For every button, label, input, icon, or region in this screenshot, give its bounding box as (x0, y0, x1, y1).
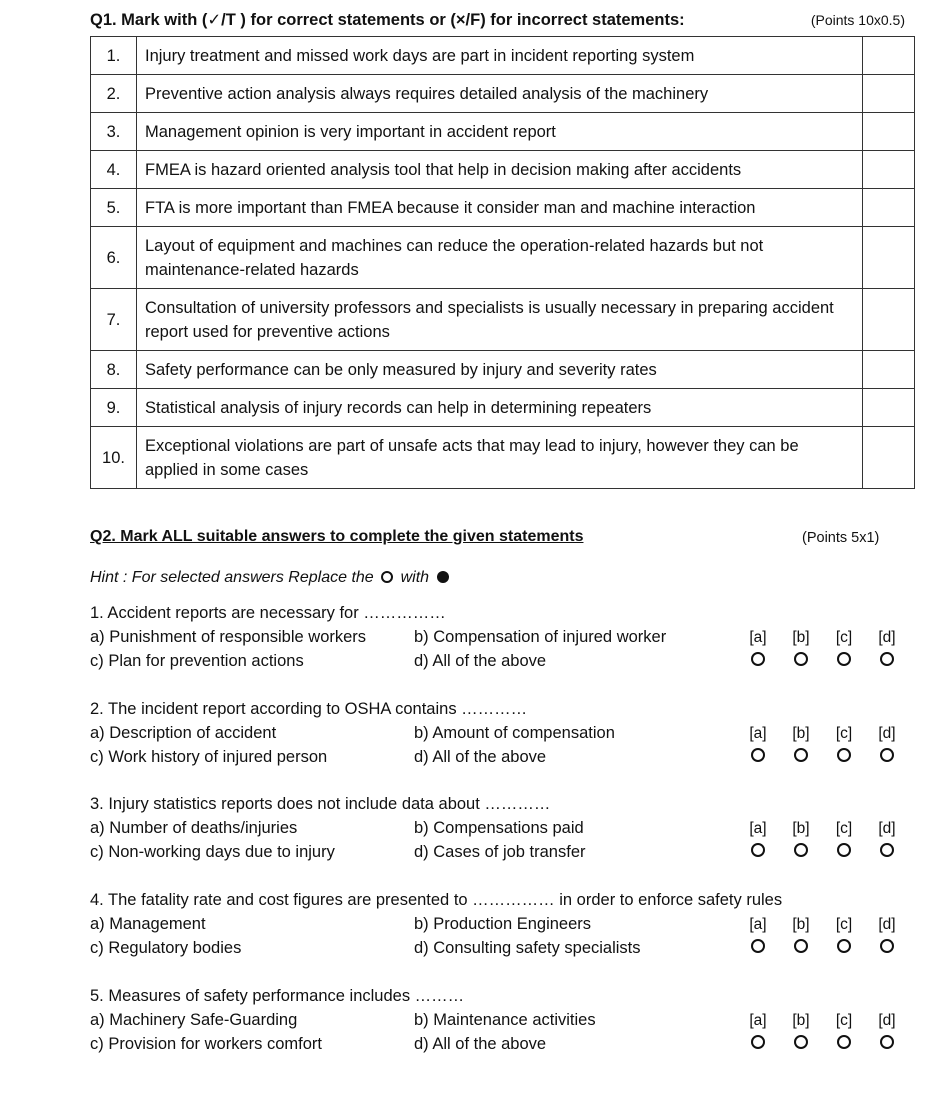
answer-cell[interactable] (863, 113, 915, 151)
choice-c[interactable] (831, 1011, 857, 1049)
radio-circle-icon[interactable] (751, 748, 765, 762)
choice-a[interactable] (745, 724, 771, 762)
choice-a[interactable] (745, 1011, 771, 1049)
choice-d[interactable] (874, 724, 900, 762)
q1-title: Q1. Mark with (✓/T ) for correct statements or (×/F) for incorrect statements: (90, 11, 685, 29)
radio-circle-icon[interactable] (794, 1035, 808, 1049)
option-b: b) Amount of compensation (414, 724, 615, 742)
statement-text: Exceptional violations are part of unsafe acts that may lead to injury, however they can be applied in some cases (137, 427, 863, 489)
table-row (91, 151, 915, 189)
radio-circle-icon[interactable] (794, 843, 808, 857)
option-c: c) Regulatory bodies (90, 939, 242, 957)
answer-cell[interactable] (863, 189, 915, 227)
option-a: a) Management (90, 915, 206, 933)
choice-label: [d] (878, 725, 896, 742)
answer-cell[interactable] (863, 289, 915, 351)
option-a: a) Machinery Safe-Guarding (90, 1011, 298, 1029)
statement-text: Management opinion is very important in accident report (137, 113, 863, 151)
choice-b[interactable] (788, 915, 814, 953)
choice-d[interactable] (874, 819, 900, 857)
hint-text (90, 569, 452, 587)
mcq-question-5 (90, 987, 910, 1061)
table-row (91, 227, 915, 289)
option-b: b) Compensation of injured worker (414, 628, 667, 646)
option-a: a) Number of deaths/injuries (90, 819, 298, 837)
row-number: 4. (91, 151, 137, 189)
choice-label: [a] (749, 1012, 767, 1029)
option-d: d) All of the above (414, 748, 547, 766)
table-row (91, 189, 915, 227)
choice-d[interactable] (874, 915, 900, 953)
option-d: d) All of the above (414, 652, 547, 670)
radio-circle-icon[interactable] (837, 748, 851, 762)
answer-cell[interactable] (863, 427, 915, 489)
radio-circle-icon[interactable] (880, 843, 894, 857)
radio-circle-icon[interactable] (751, 1035, 765, 1049)
row-number: 9. (91, 389, 137, 427)
question-stem: 2. The incident report according to OSHA contains ………… (90, 700, 528, 718)
option-d: d) All of the above (414, 1035, 547, 1053)
choice-c[interactable] (831, 628, 857, 666)
radio-circle-icon[interactable] (794, 939, 808, 953)
radio-circle-icon[interactable] (880, 939, 894, 953)
table-row (91, 113, 915, 151)
statement-text: Consultation of university professors and specialists is usually necessary in preparing accident report used for preventive actions (137, 289, 863, 351)
question-stem: 3. Injury statistics reports does not include data about ………… (90, 795, 551, 813)
choice-label: [b] (792, 916, 810, 933)
choice-label: [c] (835, 916, 853, 933)
statement-text: FTA is more important than FMEA because it consider man and machine interaction (137, 189, 863, 227)
choice-label: [a] (749, 725, 767, 742)
answer-cell[interactable] (863, 37, 915, 75)
table-row (91, 427, 915, 489)
question-stem: 5. Measures of safety performance includes ……… (90, 987, 465, 1005)
hint-with: with (400, 569, 430, 586)
radio-circle-icon[interactable] (794, 652, 808, 666)
q2-points: (Points 5x1) (802, 530, 880, 546)
statement-text: Safety performance can be only measured by injury and severity rates (137, 351, 863, 389)
choice-b[interactable] (788, 819, 814, 857)
choice-label: [d] (878, 820, 896, 837)
answer-cell[interactable] (863, 227, 915, 289)
radio-circle-icon[interactable] (751, 843, 765, 857)
q1-header (90, 8, 905, 34)
choice-a[interactable] (745, 628, 771, 666)
radio-circle-icon[interactable] (751, 939, 765, 953)
option-b: b) Maintenance activities (414, 1011, 596, 1029)
mcq-question-1 (90, 604, 910, 678)
table-row (91, 75, 915, 113)
option-b: b) Production Engineers (414, 915, 592, 933)
statement-text: FMEA is hazard oriented analysis tool that help in decision making after accidents (137, 151, 863, 189)
q2-title: Q2. Mark ALL suitable answers to complete the given statements (90, 528, 584, 545)
radio-circle-icon[interactable] (880, 652, 894, 666)
choice-b[interactable] (788, 1011, 814, 1049)
choice-label: [b] (792, 1012, 810, 1029)
choice-label: [d] (878, 916, 896, 933)
table-row (91, 389, 915, 427)
option-c: c) Work history of injured person (90, 748, 328, 766)
option-c: c) Provision for workers comfort (90, 1035, 322, 1053)
choice-label: [c] (835, 629, 853, 646)
choice-a[interactable] (745, 915, 771, 953)
row-number: 8. (91, 351, 137, 389)
filled-circle-icon (437, 571, 449, 583)
radio-circle-icon[interactable] (880, 748, 894, 762)
choice-b[interactable] (788, 724, 814, 762)
answer-cell[interactable] (863, 389, 915, 427)
row-number: 10. (91, 427, 137, 489)
radio-circle-icon[interactable] (794, 748, 808, 762)
answer-cell[interactable] (863, 75, 915, 113)
choice-label: [c] (835, 1012, 853, 1029)
radio-circle-icon[interactable] (837, 652, 851, 666)
row-number: 2. (91, 75, 137, 113)
true-false-table (90, 36, 915, 489)
choice-c[interactable] (831, 724, 857, 762)
empty-circle-icon (381, 571, 393, 583)
option-d: d) Consulting safety specialists (414, 939, 641, 957)
table-row (91, 37, 915, 75)
row-number: 7. (91, 289, 137, 351)
row-number: 1. (91, 37, 137, 75)
statement-text: Injury treatment and missed work days are part in incident reporting system (137, 37, 863, 75)
statement-text: Preventive action analysis always requires detailed analysis of the machinery (137, 75, 863, 113)
option-d: d) Cases of job transfer (414, 843, 586, 861)
choice-c[interactable] (831, 915, 857, 953)
radio-circle-icon[interactable] (837, 1035, 851, 1049)
row-number: 5. (91, 189, 137, 227)
choice-label: [b] (792, 725, 810, 742)
choice-label: [d] (878, 629, 896, 646)
option-b: b) Compensations paid (414, 819, 584, 837)
choice-label: [d] (878, 1012, 896, 1029)
table-row (91, 351, 915, 389)
option-a: a) Punishment of responsible workers (90, 628, 367, 646)
radio-circle-icon[interactable] (880, 1035, 894, 1049)
question-stem: 1. Accident reports are necessary for …………… (90, 604, 446, 622)
mcq-question-4 (90, 891, 910, 965)
statement-text: Statistical analysis of injury records can help in determining repeaters (137, 389, 863, 427)
choice-label: [c] (835, 725, 853, 742)
table-row (91, 289, 915, 351)
radio-circle-icon[interactable] (837, 843, 851, 857)
mcq-question-3 (90, 795, 910, 869)
choice-b[interactable] (788, 628, 814, 666)
radio-circle-icon[interactable] (751, 652, 765, 666)
option-c: c) Non-working days due to injury (90, 843, 335, 861)
choice-label: [c] (835, 820, 853, 837)
option-c: c) Plan for prevention actions (90, 652, 304, 670)
answer-cell[interactable] (863, 351, 915, 389)
choice-c[interactable] (831, 819, 857, 857)
choice-d[interactable] (874, 628, 900, 666)
option-a: a) Description of accident (90, 724, 277, 742)
question-stem: 4. The fatality rate and cost figures are presented to …………… in order to enforce safety rules (90, 891, 783, 909)
choice-label: [a] (749, 629, 767, 646)
row-number: 6. (91, 227, 137, 289)
choice-label: [b] (792, 629, 810, 646)
statement-text: Layout of equipment and machines can reduce the operation-related hazards but not maintenance-related hazards (137, 227, 863, 289)
row-number: 3. (91, 113, 137, 151)
hint-prefix: Hint : For selected answers Replace the (90, 569, 374, 586)
radio-circle-icon[interactable] (837, 939, 851, 953)
choice-d[interactable] (874, 1011, 900, 1049)
choice-label: [a] (749, 820, 767, 837)
choice-label: [a] (749, 916, 767, 933)
choice-a[interactable] (745, 819, 771, 857)
mcq-question-2 (90, 700, 910, 774)
choice-label: [b] (792, 820, 810, 837)
q1-points: (Points 10x0.5) (810, 12, 905, 28)
answer-cell[interactable] (863, 151, 915, 189)
